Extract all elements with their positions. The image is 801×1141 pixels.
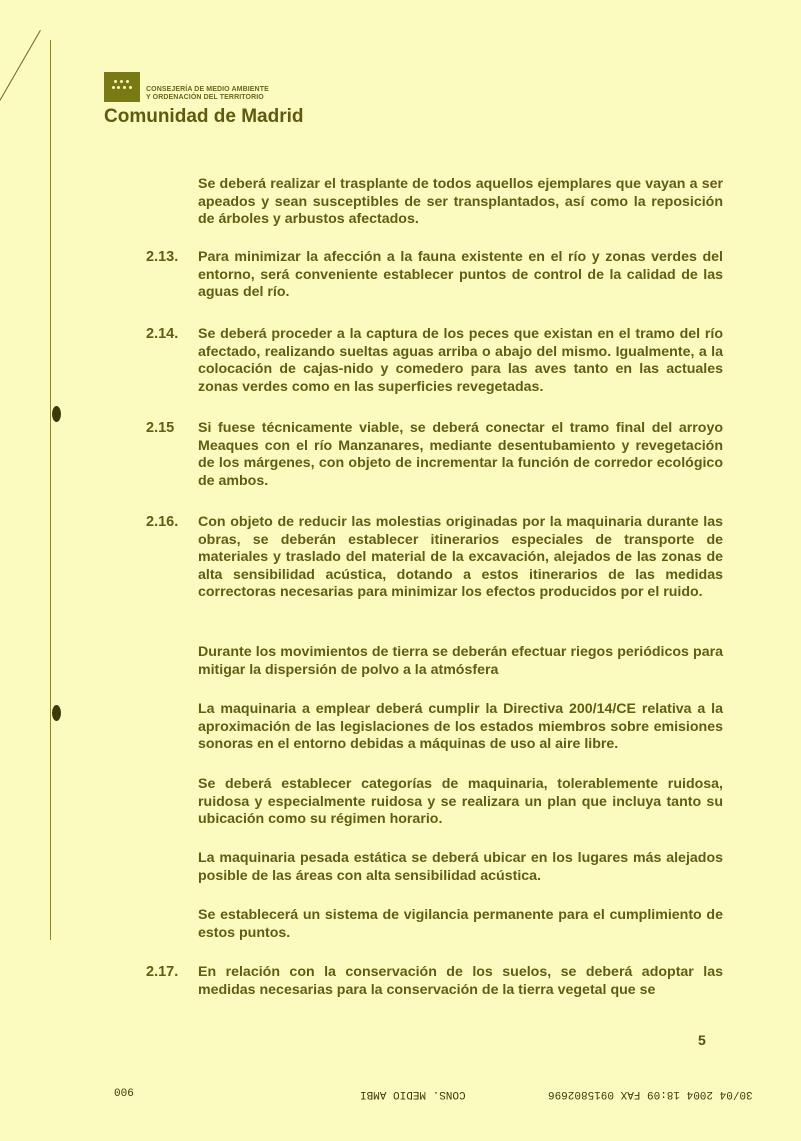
paragraph: La maquinaria a emplear deberá cumplir la Directiva 200/14/CE relativa a la aproximación de las legislaciones de los estados miembros sobre emisiones sonoras en el entorno debidas a máquinas de uso al aire libre. <box>198 701 723 753</box>
scan-mark <box>0 30 41 160</box>
paragraph: Durante los movimientos de tierra se deberán efectuar riegos periódicos para mitigar la dispersión de polvo a la atmósfera <box>198 644 723 678</box>
paragraph: Para minimizar la afección a la fauna existente en el río y zonas verdes del entorno, será conveniente establecer puntos de control de la calidad de las aguas del río. <box>198 249 723 301</box>
org-line-2: Y ORDENACIÓN DEL TERRITORIO <box>146 94 264 101</box>
paragraph: Se deberá establecer categorías de maquinaria, tolerablemente ruidosa, ruidosa y especialmente ruidosa y se realizara un plan que incluya tanto su ubicación como su régimen horario. <box>198 776 723 828</box>
paragraph: Con objeto de reducir las molestias originadas por la maquinaria durante las obras, se deberán establecer itinerarios especiales de transporte de materiales y traslado del material de la excavación, alejados de las zonas de alta sensibilidad acústica, dotando a estos itinerarios de las medidas correctoras necesarias para minimizar los efectos producidos por el ruido. <box>198 514 723 601</box>
item-number: 2.17. <box>146 964 179 980</box>
punch-hole <box>52 705 61 721</box>
org-name: Comunidad de Madrid <box>104 106 304 127</box>
logo-icon <box>104 72 140 102</box>
item-number: 2.13. <box>146 249 179 265</box>
fax-sender-line: CONS. MEDIO AMBI <box>360 1088 466 1100</box>
paragraph: La maquinaria pesada estática se deberá ubicar en los lugares más alejados posible de las áreas con alta sensibilidad acústica. <box>198 850 723 884</box>
margin-line <box>50 40 51 940</box>
paragraph: Si fuese técnicamente viable, se deberá conectar el tramo final del arroyo Meaques con el río Manzanares, mediante desentubamiento y revegetación de los márgenes, con objeto de incrementar la función de corredor ecológico de ambos. <box>198 420 723 489</box>
item-number: 2.14. <box>146 326 179 342</box>
fax-page-number: 006 <box>114 1088 134 1100</box>
paragraph: Se establecerá un sistema de vigilancia permanente para el cumplimiento de estos puntos. <box>198 907 723 941</box>
item-number: 2.16. <box>146 514 179 530</box>
org-line-1: CONSEJERÍA DE MEDIO AMBIENTE <box>146 86 269 93</box>
paragraph: Se deberá proceder a la captura de los peces que existan en el tramo del río afectado, realizando sueltas aguas arriba o abajo del mismo. Igualmente, a la colocación de cajas-nido y comedero para las aves tanto en las actuales zonas verdes como en las superficies revegetadas. <box>198 326 723 395</box>
page-number: 5 <box>698 1032 706 1048</box>
item-number: 2.15 <box>146 420 175 436</box>
punch-hole <box>52 406 61 422</box>
paragraph: Se deberá realizar el trasplante de todos aquellos ejemplares que vayan a ser apeados y sean susceptibles de ser transplantados, así como la reposición de árboles y arbustos afectados. <box>198 176 723 228</box>
paragraph: En relación con la conservación de los suelos, se deberá adoptar las medidas necesarias para la conservación de la tierra vegetal que se <box>198 964 723 998</box>
fax-header-line: 30/04 2004 18:09 FAX 0915802696 <box>548 1088 753 1100</box>
